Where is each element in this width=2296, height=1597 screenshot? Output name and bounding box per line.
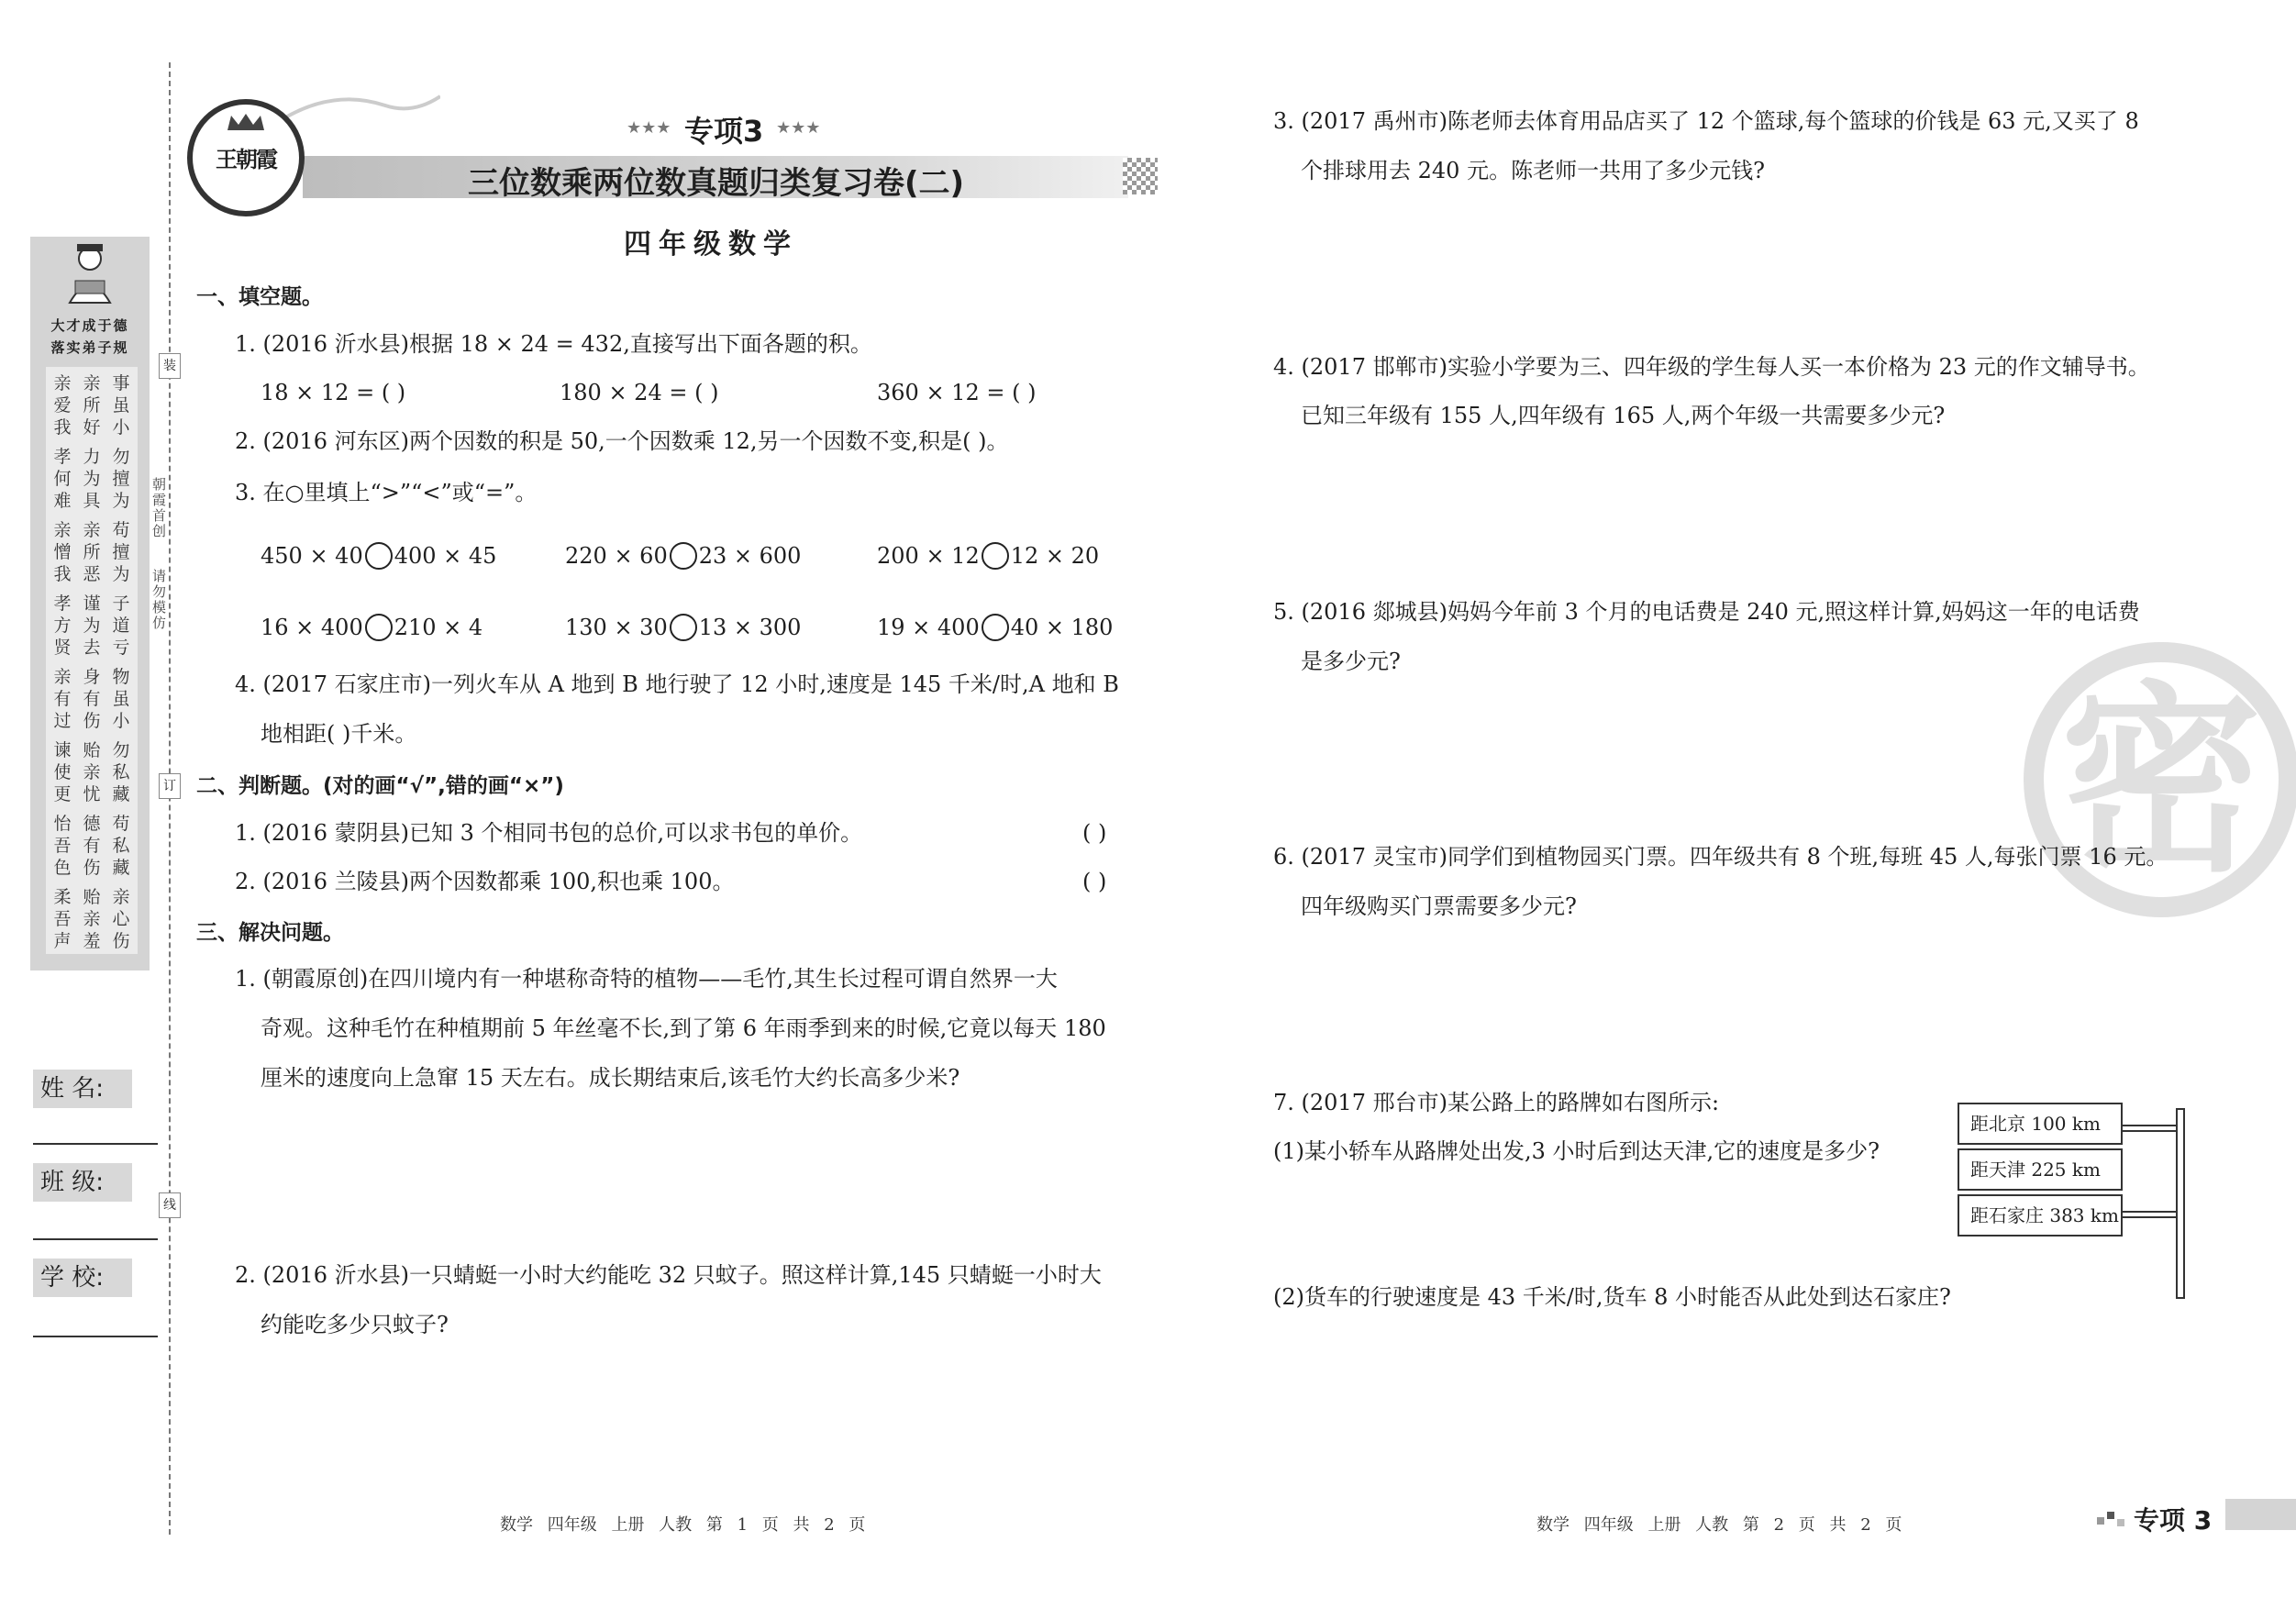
seal-mark-3: 线 xyxy=(159,1192,181,1218)
question-1-3: 3. 在○里填上“>”“<”或“=”。 xyxy=(235,480,538,505)
pledge-col: 德有伤 xyxy=(83,814,101,878)
section-fill-blank: 一、填空题。 xyxy=(196,285,323,309)
grid-pattern xyxy=(1123,158,1158,194)
compare-circle[interactable] xyxy=(670,614,697,641)
section-judge: 二、判断题。(对的画“√”,错的画“×”) xyxy=(196,774,564,798)
name-label: 姓 名: xyxy=(33,1070,132,1108)
question-3-7-part2: (2)货车的行驶速度是 43 千米/时,货车 8 小时能否从此处到达石家庄? xyxy=(1273,1284,1951,1310)
vertical-note-2: 请勿模仿 xyxy=(152,568,167,631)
pledge-col: 物虽小 xyxy=(112,667,130,731)
compare-item[interactable]: 19 × 400 40 × 180 xyxy=(877,615,1114,640)
seal-mark-2: 订 xyxy=(159,773,181,799)
logo-badge xyxy=(187,99,305,216)
sign-shijiazhuang: 距石家庄 383 km xyxy=(1958,1194,2123,1237)
sign-beijing: 距北京 100 km xyxy=(1958,1103,2123,1145)
answer-item[interactable]: 360 × 12 = ( ) xyxy=(877,380,1037,405)
question-3-6-cont: 四年级购买门票需要多少元? xyxy=(1301,893,1577,919)
crown-icon xyxy=(226,112,266,132)
pledge-col: 苟擅为 xyxy=(112,520,130,584)
compare-circle[interactable] xyxy=(365,542,393,570)
pledge-col: 孝方贤 xyxy=(53,593,72,658)
compare-item[interactable]: 16 × 400 210 × 4 xyxy=(261,615,483,640)
vertical-note-1: 朝霞首创 xyxy=(152,476,167,539)
pledge-col: 怡吾色 xyxy=(53,814,72,878)
footer-left: 数学 四年级 上册 人教 第 1 页 共 2 页 xyxy=(500,1515,866,1535)
compare-circle[interactable] xyxy=(365,614,393,641)
question-3-7-part1: (1)某小轿车从路牌处出发,3 小时后到达天津,它的速度是多少? xyxy=(1273,1138,1880,1164)
page-title: 三位数乘两位数真题归类复习卷(二) xyxy=(468,165,965,202)
question-3-1-cont: 奇观。这种毛竹在种植期前 5 年丝毫不长,到了第 6 年雨季到来的时候,它竟以每天 180 xyxy=(261,1015,1106,1041)
school-field[interactable] xyxy=(33,1336,158,1337)
question-3-5: 5. (2016 郯城县)妈妈今年前 3 个月的电话费是 240 元,照这样计算,妈妈这一年的电话费 xyxy=(1273,599,2140,625)
compare-item[interactable]: 130 × 30 13 × 300 xyxy=(565,615,802,640)
answer-item[interactable]: 180 × 24 = ( ) xyxy=(560,380,719,405)
sign-arm xyxy=(2121,1125,2178,1132)
question-3-1-cont: 厘米的速度向上急窜 15 天左右。成长期结束后,该毛竹大约长高多少米? xyxy=(261,1065,960,1091)
question-3-4-cont: 已知三年级有 155 人,四年级有 165 人,两个年级一共需要多少元? xyxy=(1301,403,1946,428)
pledge-col: 身有伤 xyxy=(83,667,101,731)
question-3-6: 6. (2017 灵宝市)同学们到植物园买门票。四年级共有 8 个班,每班 45 人,每张门票 16 元。 xyxy=(1273,844,2168,870)
pledge-col: 勿私藏 xyxy=(112,740,130,804)
scholar-figure-icon xyxy=(53,240,127,305)
judge-answer[interactable]: ( ) xyxy=(1082,820,1107,846)
question-3-4: 4. (2017 邯郸市)实验小学要为三、四年级的学生每人买一本价格为 23 元的作文辅导书。 xyxy=(1273,354,2150,380)
name-field[interactable] xyxy=(33,1143,158,1145)
badge-stars-left: ★★★ xyxy=(627,118,671,138)
pledge-col: 勿擅为 xyxy=(112,447,130,511)
question-2-2: 2. (2016 兰陵县)两个因数都乘 100,积也乘 100。 xyxy=(235,869,735,894)
question-3-3: 3. (2017 禹州市)陈老师去体育用品店买了 12 个篮球,每个篮球的价钱是 63 元,又买了 8 xyxy=(1273,108,2139,134)
badge-stars-right: ★★★ xyxy=(776,118,821,138)
sign-arm xyxy=(2121,1211,2178,1218)
pledge-col: 贻亲羞 xyxy=(83,887,101,951)
watermark-seal xyxy=(2024,642,2296,917)
pledge-col: 子道亏 xyxy=(112,593,130,658)
logo-text: 王朝霞 xyxy=(216,146,276,172)
question-2-1: 1. (2016 蒙阴县)已知 3 个相同书包的总价,可以求书包的单价。 xyxy=(235,820,863,846)
pledge-col: 事虽小 xyxy=(112,373,130,438)
question-3-5-cont: 是多少元? xyxy=(1301,649,1401,674)
judge-answer[interactable]: ( ) xyxy=(1082,869,1107,894)
pledge-col: 亲心伤 xyxy=(112,887,130,951)
badge-label: 专项3 xyxy=(684,114,764,149)
pledge-col: 谨为去 xyxy=(83,593,101,658)
question-1-2: 2. (2016 河东区)两个因数的积是 50,一个因数乘 12,另一个因数不变,积是( )。 xyxy=(235,428,1009,454)
question-3-3-cont: 个排球用去 240 元。陈老师一共用了多少元钱? xyxy=(1301,158,1765,183)
pledge-col: 亲憎我 xyxy=(53,520,72,584)
compare-circle[interactable] xyxy=(670,542,697,570)
school-label: 学 校: xyxy=(33,1259,132,1297)
compare-circle[interactable] xyxy=(982,614,1009,641)
sign-tianjin: 距天津 225 km xyxy=(1958,1148,2123,1191)
pledge-col: 柔吾声 xyxy=(53,887,72,951)
question-1-1: 1. (2016 沂水县)根据 18 × 24 = 432,直接写出下面各题的积。 xyxy=(235,331,872,357)
pledge-col: 亲所好 xyxy=(83,373,101,438)
pledge-col: 谏使更 xyxy=(53,740,72,804)
question-1-4-cont: 地相距( )千米。 xyxy=(261,721,417,747)
page-subtitle: 四年级数学 xyxy=(624,228,798,261)
pledge-col: 亲爱我 xyxy=(53,373,72,438)
compare-circle[interactable] xyxy=(982,542,1009,570)
question-3-1: 1. (朝霞原创)在四川境内有一种堪称奇特的植物——毛竹,其生长过程可谓自然界一大 xyxy=(235,966,1058,992)
compare-item[interactable]: 200 × 12 12 × 20 xyxy=(877,543,1100,569)
pledge-col: 力为具 xyxy=(83,447,101,511)
question-3-2-cont: 约能吃多少只蚊子? xyxy=(261,1312,449,1337)
motto-1: 大才成于德 xyxy=(50,317,129,334)
corner-squares-icon xyxy=(2097,1510,2124,1526)
pledge-col: 苟私藏 xyxy=(112,814,130,878)
watermark-text: 密 xyxy=(2060,664,2263,899)
pledge-col: 贻亲忧 xyxy=(83,740,101,804)
compare-item[interactable]: 220 × 60 23 × 600 xyxy=(565,543,802,569)
sign-post xyxy=(2176,1108,2185,1299)
question-3-7: 7. (2017 邢台市)某公路上的路牌如右图所示: xyxy=(1273,1090,1720,1115)
footer-right: 数学 四年级 上册 人教 第 2 页 共 2 页 xyxy=(1536,1515,1902,1535)
seal-mark-1: 装 xyxy=(159,353,181,379)
question-3-2: 2. (2016 沂水县)一只蜻蜓一小时大约能吃 32 只蚊子。照这样计算,145 只蜻蜓一小时大 xyxy=(235,1262,1102,1288)
pledge-panel xyxy=(46,367,138,954)
pledge-col: 亲有过 xyxy=(53,667,72,731)
corner-tab xyxy=(2225,1499,2296,1530)
class-label: 班 级: xyxy=(33,1163,132,1202)
compare-item[interactable]: 450 × 40 400 × 45 xyxy=(261,543,497,569)
section-solve: 三、解决问题。 xyxy=(196,921,344,945)
ribbon-decoration xyxy=(275,87,440,133)
question-1-4: 4. (2017 石家庄市)一列火车从 A 地到 B 地行驶了 12 小时,速度是 145 千米/时,A 地和 B xyxy=(235,671,1119,697)
pledge-col: 亲所恶 xyxy=(83,520,101,584)
class-field[interactable] xyxy=(33,1238,158,1240)
answer-item[interactable]: 18 × 12 = ( ) xyxy=(261,380,406,405)
motto-2: 落实弟子规 xyxy=(50,339,129,356)
pledge-col: 孝何难 xyxy=(53,447,72,511)
corner-label: 专项 3 xyxy=(2134,1505,2213,1536)
